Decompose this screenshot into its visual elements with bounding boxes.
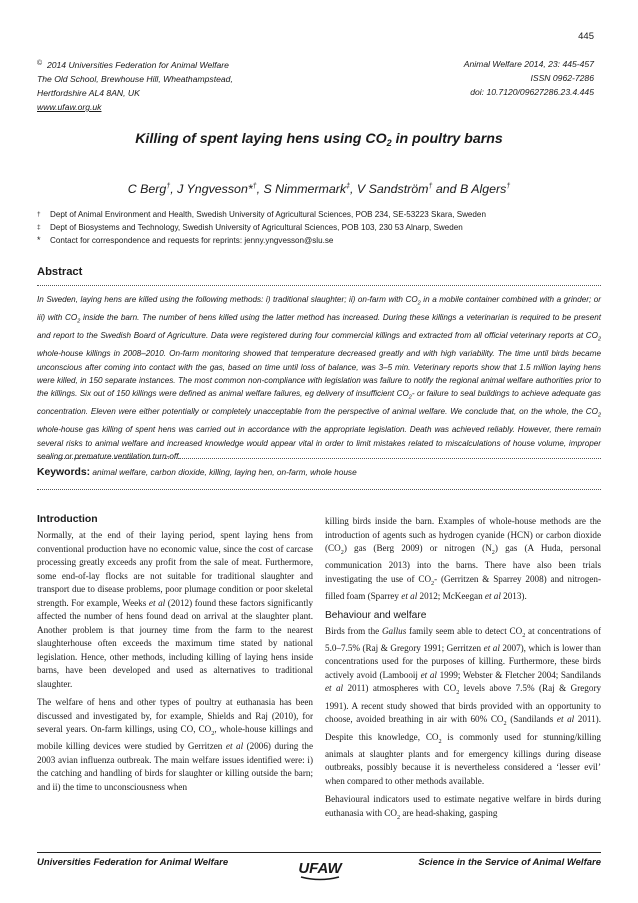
text-run: levels above 7.5% (Raj & Gregory 1991). A recent study showed that birds provided with an opportunity to choose, avoided breathing in air with 60% CO (325, 683, 602, 725)
ufaw-logo-text: UFAW (298, 860, 342, 877)
et-al: et al (420, 669, 437, 680)
et-al: et al (556, 714, 575, 725)
text-run: 1999; Webster & Fletcher 2004; Sandilands (436, 669, 601, 680)
abstract-top-divider (37, 285, 601, 286)
correspondence-contact (37, 234, 601, 248)
text-run: Normally, at the end of their laying period, spent laying hens from conventional production have no economic value, since the cost of carcase processing greatly exceeds any profit from the sale of meat. Furthermore, some end-of-lay flocks are not suitable for traditional slaughter and transport due to disease problems, poor plumage condition or poor skeletal strength. For example, Weeks (37, 530, 313, 608)
footer-publisher: Universities Federation for Animal Welfare (37, 857, 229, 868)
affiliation-text: Dept of Animal Environment and Health, Swedish University of Agricultural Sciences, POB 234, SE-53223 Skara, Sweden (50, 210, 486, 219)
genus-name: Gallus (381, 625, 407, 636)
behaviour-welfare-heading: Behaviour and welfare (325, 609, 427, 621)
affiliation-mark: ‡ (346, 182, 350, 190)
text-run: killing birds inside the barn. Examples of whole-house methods are the introduction of agents such as hydrogen cyanide (HCN) or carbon dioxide (CO (325, 516, 601, 553)
title-text-end: in poultry barns (391, 131, 503, 147)
subscript: 2 (77, 318, 81, 325)
text-run: 2012; McKeegan (417, 591, 485, 602)
subscript: 2 (408, 394, 412, 401)
author-berg: C Berg (127, 182, 167, 196)
text-run: 2011). Despite this knowledge, CO (325, 714, 602, 742)
left-column (37, 513, 313, 799)
ufaw-logo-swoosh (301, 877, 339, 880)
et-al: et al (401, 591, 418, 602)
journal-issn: ISSN 0962-7286 (530, 73, 594, 83)
subscript: 2 (597, 412, 601, 419)
keywords-label: Keywords: (37, 467, 91, 478)
abstract-text-part: - or failure to seal buildings to achieve adequate gas concentration. Eleven were either potentially or completely unacceptable from the perspective of animal welfare. We conclude that, on the whole, the CO (37, 389, 601, 417)
abstract-heading: Abstract (37, 266, 83, 278)
author-sandstrom: , V Sandström (349, 182, 429, 196)
title-text-start: Killing of spent laying hens using CO (135, 131, 387, 147)
subscript: 2 (396, 813, 401, 821)
affiliation-1 (37, 209, 601, 222)
text-run: 2013). (500, 591, 527, 602)
text-run: 2007), which is lower than concentrations used for the purposes of killing. Furthermore, these birds actively avoid (Lambooij (325, 642, 601, 680)
affiliations (37, 209, 601, 248)
subscript: 2 (597, 336, 601, 343)
text-run: are head-shaking, gasping (400, 807, 498, 818)
affiliation-text: Dept of Biosystems and Technology, Swedish University of Agricultural Sciences, POB 103, 230 53 Alnarp, Sweden (50, 222, 463, 232)
text-run: Birds from the (325, 625, 382, 636)
abstract-text-part: whole-house killings in 2008–2010. On-farm monitoring showed that temperature decreased greatly and with high variability. The time until birds became unconscious after coming into contact with the gas, based on time until loss of balance, was 3–5 min. Veterinary reports show that 1.5 million laying hens were killed, in 150 separate instances. The most common non-compliance with legislation was failure to notify the regional animal welfare authorities prior to the killings. Six out of 150 killings were defined as animal welfare failures, eg delivery of insufficient CO (37, 349, 601, 399)
text-run: family seem able to detect CO (406, 625, 523, 636)
affiliation-mark: † (37, 211, 41, 218)
author-list (0, 182, 638, 196)
et-al: et al (483, 642, 500, 653)
text-run: at concentrations of 5.0–7.5% (Raj & Gregory 1991; Gerritzen (325, 625, 601, 653)
text-run: ) gas (A Huda, personal communication 2013) into the barns. There have also been trials investigating the use of CO (325, 543, 601, 584)
article-doi: doi: 10.7120/09627286.23.4.445 (470, 87, 594, 97)
publisher-line-1 (37, 57, 337, 72)
copyright-symbol: © (37, 60, 43, 67)
footer-divider (37, 852, 601, 853)
text-run: Behavioural indicators used to estimate negative welfare in birds during euthanasia with CO (325, 794, 601, 818)
et-al: et al (325, 683, 344, 694)
affiliation-mark: † (252, 182, 257, 190)
subscript: 2 (491, 548, 495, 556)
publisher-line-2: The Old School, Brewhouse Hill, Wheathampstead, (37, 74, 233, 84)
intro-paragraph-3 (325, 515, 601, 604)
text-run: (2006) during the 2003 avian influenza outbreak. The main welfare issues identified were: i) the catching and handling of birds for slaughter or killing outside the barn; and ii) the time to unconsciousness when (37, 741, 313, 792)
affiliation-mark: * (37, 235, 41, 245)
article-title (0, 131, 638, 148)
affiliation-text: Contact for correspondence and requests for reprints: jenny.yngvesson@slu.se (50, 236, 334, 245)
text-run: - (Gerritzen & Sparrey 2008) and nitrogen-filled foam (Sparrey (325, 573, 601, 602)
abstract-text-part: whole-house gas killing of spent hens was carried out in accordance with the appropriate legislation. Death was achieved reliably. However, there remain several risks to animal welfare and increased knowledge would appear vital in order to limit mistakes related to miscalculations of house volume, improper sealing or premature ventilation turn-off. (37, 425, 601, 462)
subscript: 2 (503, 720, 507, 728)
intro-paragraph-1 (37, 529, 313, 691)
text-run: The welfare of hens and other types of poultry at euthanasia has been discussed and investigated by, for example, Shields and Raj (2010), for several years. On-farm killings, using CO, CO (37, 697, 313, 734)
affiliation-mark: † (428, 182, 433, 190)
text-run: is commonly used for stunning/killing animals at slaughter plants and for emergency killings during disease outbreaks, possibly because it is nevertheless considered a ‘lesser evil’ when compared to other methods available. (325, 731, 601, 786)
copyright-text: 2014 Universities Federation for Animal Welfare (46, 60, 229, 70)
author-yngvesson: , J Yngvesson* (170, 182, 253, 196)
introduction-heading: Introduction (37, 514, 98, 525)
et-al: et al (148, 597, 166, 608)
subscript: 2 (456, 689, 460, 697)
title-subscript: 2 (386, 138, 392, 148)
text-run: , whole-house killings and mobile killing devices were studied by Gerritzen (37, 724, 313, 752)
publisher-website-link[interactable]: www.ufaw.org.uk (37, 102, 102, 112)
abstract-text (37, 293, 601, 464)
text-run: (2012) found these factors significantly affected the number of hens found dead on arrival at the slaughter plant. Another problem is that journey time from the farm to the nearest slaughterhouse often exceeds the maximum time stated by national legislation. Hence, other methods, including killing of laying hens inside barns, have been developed and used as alternatives to traditional slaughter. (37, 597, 314, 689)
text-run: (Sandilands (506, 714, 557, 725)
abstract-text-part: In Sweden, laying hens are killed using the following methods: i) traditional slaughter; ii) on-farm with CO (37, 295, 418, 304)
keywords-list: animal welfare, carbon dioxide, killing, laying hen, on-farm, whole house (90, 467, 357, 477)
affiliation-mark: ‡ (37, 223, 41, 231)
abstract-bottom-divider (37, 458, 601, 459)
subscript: 2 (522, 631, 526, 639)
et-al: et al (484, 591, 501, 602)
journal-citation (314, 57, 594, 99)
affiliation-mark: † (166, 182, 171, 190)
subscript: 2 (438, 737, 442, 745)
abstract-text-part: in a mobile container combined with a grinder; or iii) with CO (37, 295, 601, 323)
publisher-info (37, 57, 337, 114)
text-run: 2011) atmospheres with CO (343, 683, 457, 694)
affiliation-2 (37, 222, 601, 235)
subscript: 2 (431, 579, 435, 587)
footer-motto: Science in the Service of Animal Welfare (418, 857, 601, 868)
subscript: 2 (340, 548, 344, 556)
author-algers: and B Algers (432, 182, 507, 196)
page-number: 445 (578, 31, 594, 42)
subscript: 2 (211, 729, 215, 737)
keywords-divider (37, 489, 601, 490)
author-nimmermark: , S Nimmermark (256, 182, 347, 196)
publisher-line-3: Hertfordshire AL4 8AN, UK (37, 88, 140, 98)
intro-paragraph-2 (37, 696, 313, 794)
keywords (37, 467, 601, 478)
ufaw-logo (297, 855, 343, 881)
right-column (325, 515, 601, 829)
text-run: ) gas (Berg 2009) or nitrogen (N (343, 543, 492, 553)
abstract-text-part: inside the barn. The number of hens killed using the latter method has increased. During these killings a veterinarian is required to be present and report to the Swedish Board of Agriculture. Data were registered during four commercial killings and extracted from all official veterinary reports at CO (37, 313, 601, 341)
subscript: 2 (417, 300, 421, 307)
affiliation-mark: † (506, 182, 511, 190)
behaviour-paragraph-1 (325, 625, 601, 789)
et-al: et al (225, 741, 244, 752)
journal-volume: Animal Welfare 2014, 23: 445-457 (463, 59, 594, 69)
behaviour-paragraph-2 (325, 793, 601, 824)
